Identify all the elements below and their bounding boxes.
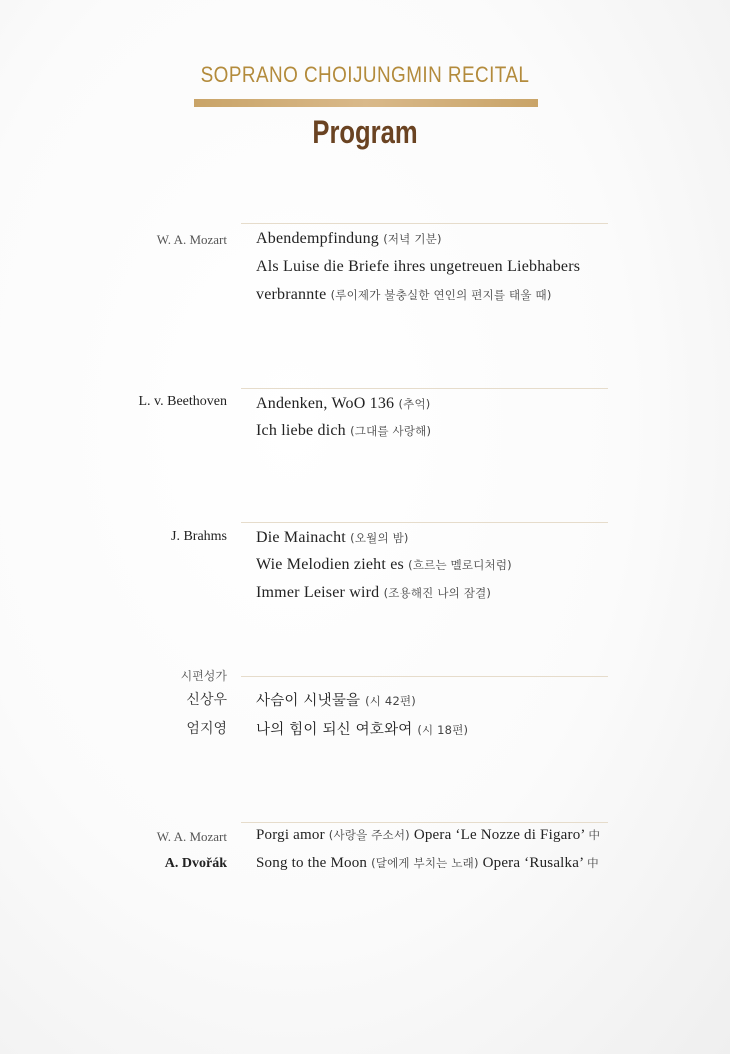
composer-name: L. v. Beethoven [138, 394, 227, 409]
piece-korean-title: (추억) [398, 397, 431, 411]
piece-korean-title: (시 18편) [417, 723, 469, 737]
composer-name: J. Brahms [171, 529, 227, 544]
piece-title-text: Song to the Moon [256, 855, 368, 871]
piece-korean-title: (조용해진 나의 잠결) [383, 586, 492, 600]
section-divider [241, 522, 608, 523]
piece-title [256, 556, 512, 574]
section-divider [241, 223, 608, 224]
piece-title-text: Andenken, WoO 136 [256, 395, 395, 412]
piece-korean-title: (시 42편) [365, 694, 416, 708]
piece-title-text: Abendempfindung [256, 230, 379, 247]
piece-korean-title: (저녁 기분) [383, 232, 442, 246]
piece-korean-title: (그대를 사랑해) [350, 424, 432, 438]
composer-name: W. A. Mozart [156, 232, 227, 247]
piece-title [256, 689, 416, 710]
excerpt-mark: 中 [588, 828, 601, 842]
section-divider [241, 676, 608, 677]
section-label: 시편성가 [180, 669, 227, 683]
opera-name: Opera ‘Rusalka’ [482, 855, 584, 871]
piece-korean-title: (달에게 부치는 노래) [371, 856, 479, 870]
piece-title [256, 286, 552, 304]
recital-title: SOPRANO CHOIJUNGMIN RECITAL [200, 62, 530, 87]
piece-title-text: Ich liebe dich [256, 422, 346, 439]
opera-name: Opera ‘Le Nozze di Figaro’ [413, 827, 585, 843]
piece-title [256, 529, 409, 547]
excerpt-mark: 中 [587, 856, 599, 870]
gold-divider-bar [194, 99, 538, 107]
piece-title [256, 230, 442, 248]
piece-title-text: Porgi amor [256, 827, 325, 843]
piece-title-text: Immer Leiser wird [256, 584, 380, 601]
composer-name: W. A. Mozart [156, 829, 227, 844]
piece-korean-title: (사랑을 주소서) [328, 828, 410, 842]
piece-title-text: 사슴이 시냇물을 [256, 693, 361, 709]
piece-title [256, 827, 600, 844]
piece-title [256, 395, 430, 413]
piece-title [256, 422, 431, 440]
piece-title-text: verbrannte [256, 286, 327, 303]
composer-name: 엄지영 [186, 721, 227, 737]
composer-name: 신상우 [186, 692, 227, 708]
piece-korean-title: (루이제가 불충실한 연인의 편지를 태울 때) [330, 288, 552, 302]
program-title: Program [312, 114, 418, 150]
section-divider [241, 388, 608, 389]
piece-korean-title: (오월의 밤) [350, 531, 409, 545]
piece-title [256, 718, 468, 739]
piece-title [256, 855, 599, 872]
composer-name: A. Dvořák [164, 856, 227, 871]
piece-korean-title: (흐르는 멜로디처럼) [408, 558, 512, 572]
piece-title-text: Wie Melodien zieht es [256, 556, 404, 573]
piece-title-text: Als Luise die Briefe ihres ungetreuen Liebhabers [256, 258, 581, 275]
piece-title [256, 584, 491, 602]
section-divider [241, 822, 608, 823]
piece-title [256, 258, 580, 276]
piece-title-text: Die Mainacht [256, 529, 346, 546]
piece-title-text: 나의 힘이 되신 여호와여 [256, 722, 413, 738]
